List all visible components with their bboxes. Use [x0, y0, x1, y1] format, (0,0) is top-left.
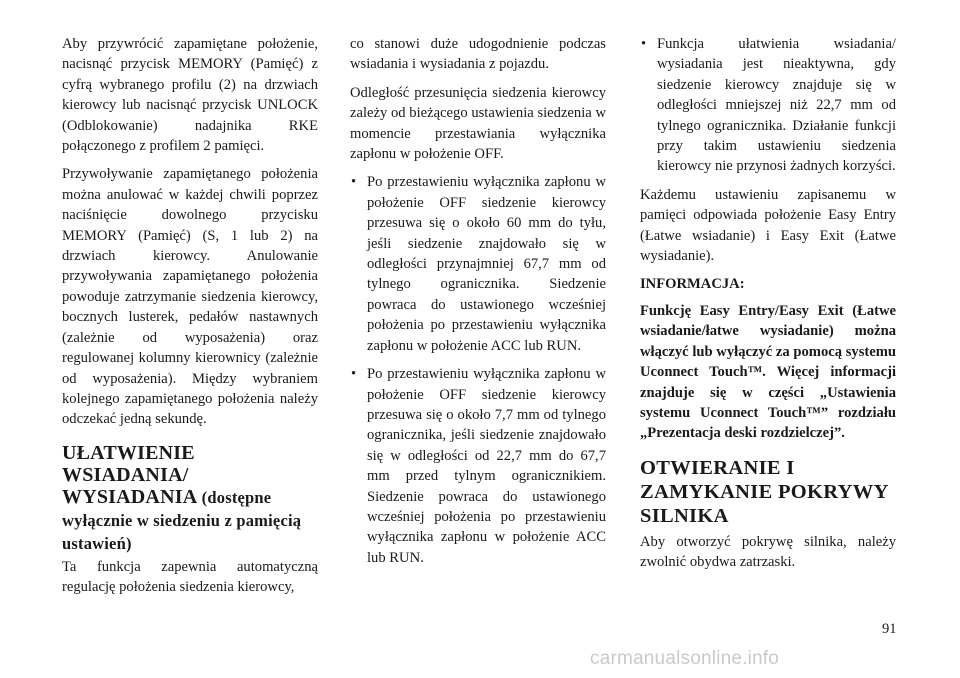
paragraph-memory-positions: Każdemu ustawieniu zapisanemu w pamięci odpowiada położenie Easy Entry (Łatwe wsiadanie) i Easy Exit (Łatwe wysiadanie). [640, 186, 896, 265]
paragraph-memory-recall: Aby przywrócić zapamiętane położenie, nacisnąć przycisk MEMORY (Pamięć) z cyfrą wybranego profilu (2) na drzwiach kierowcy lub nacisnąć przycisk UNLOCK (Odblokowanie) nadajnika RKE połączonego z profilem 2 pamięci. [62, 36, 318, 155]
paragraph-easy-entry-intro: Ta funkcja zapewnia automatyczną regulację położenia siedzenia kierowcy, [62, 558, 318, 596]
column-middle [350, 34, 606, 576]
column-right [640, 34, 896, 581]
bullet-list [350, 172, 606, 568]
section-heading-easy-entry [62, 442, 318, 555]
section-heading-hood: OTWIERANIE I ZAMYKANIE POKRYWY SILNIKA [640, 456, 888, 527]
section-heading-qualifier: (dostępne wyłącznie w siedzeniu z pamięcią ustawień) [62, 487, 302, 553]
list-item: • Po przestawieniu wyłącznika zapłonu w położenie OFF siedzenie kierowcy przesuwa się o około 7,7 mm od tylnego ogranicznika, jeśli siedzenie znajdowało się w odległości od 22,7 mm do 67,7 mm przed tylnym ogranicznikiem. Siedzenie powraca do ustawionego wcześniej położenia po przestawieniu wyłącznika zapłonu w położenie ACC lub RUN. [350, 364, 606, 568]
section-heading-main: UŁATWIENIE WSIADANIA/ WYSIADANIA [62, 441, 198, 508]
list-item: • Po przestawieniu wyłącznika zapłonu w położenie OFF siedzenie kierowcy przesuwa się o około 60 mm do tyłu, jeśli siedzenie znajdowało się w odległości przynajmniej 67,7 mm od tylnego ogranicznika. Siedzenie powraca do ustawionego wcześniej położenia po przestawieniu wyłącznika zapłonu w położenie ACC lub RUN. [350, 172, 606, 356]
note-label: INFORMACJA: [640, 276, 745, 293]
paragraph-memory-cancel: Przywoływanie zapamiętanego położenia można anulować w każdej chwili poprzez naciśnięcie dowolnego przycisku MEMORY (Pamięć) (S, 1 lub 2) na drzwiach kierowcy. Anulowanie przywoływania zapamiętanego położenia powoduje zatrzymanie siedzenia kierowcy, bocznych lusterek, pedałów nastawnych (zależnie od wyposażenia) oraz regulowanej kolumny kierownicy (zależnie od wyposażenia). Między wybraniem kolejnego zapamiętanego położenia należy odczekać jedną sekundę. [62, 166, 318, 428]
paragraph-seat-distance: Odległość przesunięcia siedzenia kierowcy zależy od bieżącego ustawienia siedzenia w momencie przestawiania wyłącznika zapłonu w położenie OFF. [350, 84, 606, 163]
paragraph-continuation: co stanowi duże udogodnienie podczas wsiadania i wysiadania z pojazdu. [350, 36, 606, 73]
paragraph-hood-open: Aby otworzyć pokrywę silnika, należy zwolnić obydwa zatrzaski. [640, 533, 896, 571]
column-left [62, 34, 318, 606]
bullet-list [640, 34, 896, 177]
page-number: 91 [882, 621, 897, 637]
watermark: carmanualsonline.info [590, 648, 780, 669]
list-item: • Funkcja ułatwienia wsiadania/ wysiadania jest nieaktywna, gdy siedzenie kierowcy znajduje się w odległości mniejszej niż 22,7 mm od tylnego ogranicznika. Działanie funkcji przy takim ustawieniu siedzenia kierowcy nie przynosi żadnych korzyści. [640, 34, 896, 177]
note-body: Funkcję Easy Entry/Easy Exit (Łatwe wsiadanie/łatwe wysiadanie) można włączyć lub wyłączyć za pomocą systemu Uconnect Touch™. Więcej informacji znajduje się w części „Ustawienia systemu Uconnect Touch™” rozdziału „Prezentacja deski rozdzielczej”. [640, 302, 896, 442]
